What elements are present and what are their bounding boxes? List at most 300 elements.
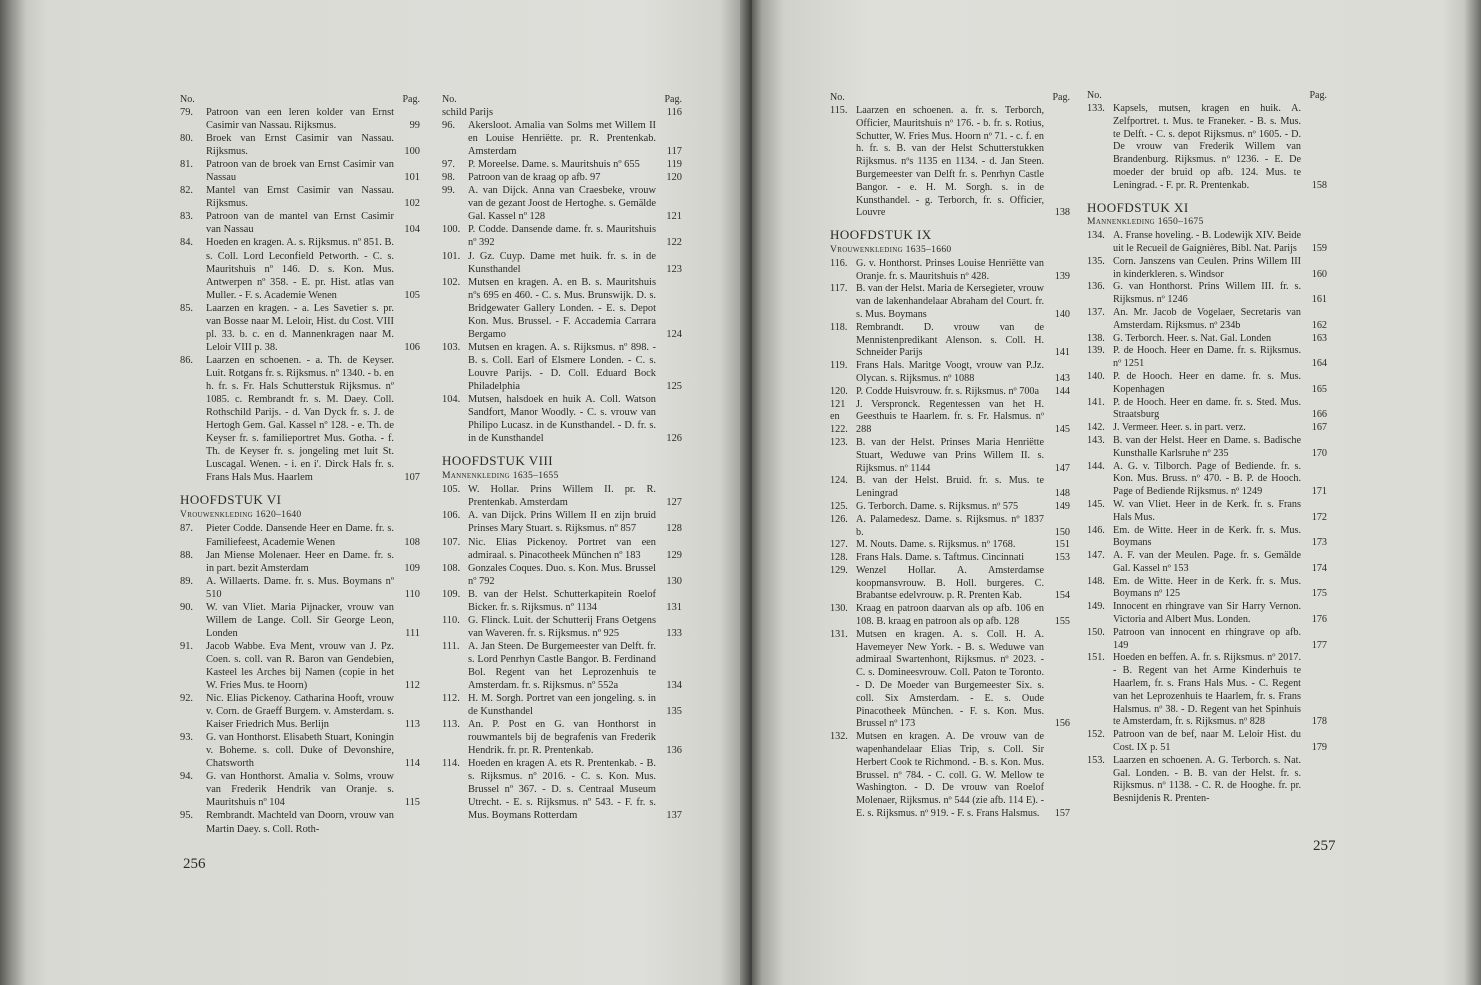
entry-text: Patroon van de bef, naar M. Leloir Hist. du Cost. IX p. 51	[1113, 729, 1301, 754]
entry-text: Patroon van de kraag op afb. 97	[468, 172, 601, 184]
no-label: No.	[1087, 90, 1102, 101]
chapter-subheading: Vrouwenkleding 1635–1660	[830, 243, 952, 255]
entry-number: 149.	[1087, 601, 1105, 613]
index-entry	[830, 258, 1070, 284]
entry-number: 114.	[442, 758, 460, 770]
entry-text: B. van der Helst. Maria de Kersegieter, vrouw van de lakenhandelaar Abraham del Court. fr. s. Mus. Boymans	[856, 283, 1044, 320]
entry-number: 148.	[1087, 575, 1105, 587]
page-number: 256	[183, 856, 206, 872]
entry-text: G. van Honthorst. Amalia v. Solms, vrouw van Frederik Hendrik van Oranje. s. Mauritshuis nº 104	[206, 771, 394, 809]
index-entry	[180, 809, 420, 835]
index-entry	[180, 522, 420, 548]
entry-text: Mutsen en kragen. A. s. Rijksmus. nº 898. - B. s. Coll. Earl of Elsmere Londen. - C. s. Louvre Parijs. - D. Coll. Eduard Bock Philadelphia	[468, 341, 656, 392]
entry-text: B. van der Helst. Schutterkapitein Roelof Bicker. fr. s. Rijksmus. nº 1134	[468, 588, 656, 613]
index-entry	[830, 731, 1070, 821]
entry-text: Frans Hals. Maritge Voogt, vrouw van P.Jz. Olycan. s. Rijksmus. nº 1088	[856, 360, 1044, 384]
index-entry	[1087, 333, 1327, 346]
entry-page: 128	[666, 523, 682, 535]
entry-page: 129	[666, 549, 682, 561]
entry-text: Hoeden en kragen A. ets R. Prentenkab. - B. s. Rijksmus. nº 2016. - C. s. Kon. Mus. Brussel nº 367. - D. s. Centraal Museum Utrecht. - E. s. Rijksmus. nº 543. - F. fr. s. Mus. Boymans Rotterdam	[468, 758, 656, 822]
page-number: 257	[1313, 838, 1336, 854]
index-entry	[442, 106, 682, 119]
entry-number: 110.	[442, 614, 460, 626]
entry-number: 143.	[1087, 434, 1105, 446]
entry-page: 175	[1311, 588, 1327, 600]
entry-page: 102	[404, 198, 420, 210]
entry-text: Gonzales Coques. Duo. s. Kon. Mus. Brussel nº 792	[468, 562, 656, 587]
entry-page: 177	[1311, 639, 1327, 651]
entry-number: 82.	[180, 185, 193, 197]
entry-number: 144.	[1087, 460, 1105, 472]
entry-number: 103.	[442, 341, 461, 353]
chapter-heading: HOOFDSTUK IX	[830, 227, 932, 243]
entry-text: J. Gz. Cuyp. Dame met huik. fr. s. in de Kunsthandel	[468, 250, 656, 275]
entry-page: 107	[404, 472, 420, 484]
entry-page: 121	[666, 211, 682, 223]
entry-number: 87.	[180, 523, 193, 535]
entry-number: 140.	[1087, 370, 1105, 382]
entry-text: P. de Hooch. Heer en dame. fr. s. Sted. Mus. Straatsburg	[1113, 396, 1301, 421]
entry-page: 104	[404, 224, 420, 236]
entry-number: 123.	[830, 436, 848, 448]
entry-page: 154	[1054, 590, 1070, 602]
index-entry	[180, 601, 420, 640]
entry-text: Mutsen en kragen. A. s. Coll. H. A. Havemeyer New York. - B. s. Weduwe van admiraal Swartenhont, Rijksmus. nº 2023. - C. s. Domineesvrouw. Coll. Paton te Toronto. - D. De Moeder van Burgemeester Six. s. coll. Six Amsterdam. - E. s. Oude Pinacotheek München. - F. s. Kon. Mus. Brussel nº 173	[856, 628, 1044, 730]
entry-page: 114	[404, 758, 420, 770]
entry-text: P. Codde. Dansende dame. fr. s. Mauritshuis nº 392	[468, 224, 656, 249]
entry-text: Rembrandt. D. vrouw van de Mennistenpredikant Alenson. s. Coll. H. Schneider Parijs	[856, 321, 1044, 359]
entry-text: Em. de Witte. Heer in de Kerk. fr. s. Mus. Boymans	[1113, 524, 1301, 549]
entry-number: 113.	[442, 719, 460, 731]
entry-number: 98.	[442, 172, 455, 184]
entry-text: G. Terborch. Heer. s. Nat. Gal. Londen	[1113, 332, 1272, 344]
entry-text: Patroon van de broek van Ernst Casimir van Nassau	[206, 159, 394, 184]
chapter-subheading: Mannenkleding 1650–1675	[1087, 216, 1204, 228]
entry-text: Kapsels, mutsen, kragen en huik. A. Zelfportret. t. Mus. te Franeker. - B. s. Mus. te Delft. - C. s. depot Rijksmus. nº 1605. - D. De vrouw van Frederik Willem van Brandenburg. Rijksmus. nº 1236. - E. De moeder der bruid op afb. 124. Mus. te Leningrad. - F. pr. R. Prentenkab.	[1113, 103, 1301, 191]
entry-text: Jacob Wabbe. Eva Ment, vrouw van J. Pz. Coen. s. coll. van R. Baron van Gendebien, Kasteel les Arches bij Namen (copie in het W. Fries Mus. te Hoorn)	[206, 640, 394, 692]
entry-text: B. van der Helst. Bruid. fr. s. Mus. te Leningrad	[856, 475, 1044, 500]
index-entry	[180, 549, 420, 575]
index-entry	[830, 386, 1070, 399]
index-entry	[442, 718, 682, 757]
entry-page: 108	[404, 536, 420, 548]
entry-number: 141.	[1087, 396, 1105, 408]
entry-text: schild Parijs	[442, 107, 494, 118]
index-entry	[1087, 550, 1327, 576]
index-entry	[442, 483, 682, 509]
entry-page: 174	[1311, 562, 1327, 574]
entry-number: 88.	[180, 549, 193, 561]
index-entry	[1087, 371, 1327, 397]
entry-number: 119.	[830, 360, 848, 372]
entry-page: 170	[1311, 447, 1327, 459]
entry-page: 111	[405, 627, 420, 639]
index-entry	[442, 692, 682, 718]
entry-page: 136	[666, 745, 682, 757]
pag-label: Pag.	[664, 94, 682, 105]
right-column-2	[1087, 90, 1327, 806]
entry-text: Rembrandt. Machteld van Doorn, vrouw van Martin Daey. s. Coll. Roth-	[206, 810, 394, 835]
entry-number: 137.	[1087, 306, 1105, 318]
index-entry	[1087, 755, 1327, 806]
index-entry	[442, 509, 682, 535]
entry-page: 119	[666, 159, 682, 171]
entry-text: Patroon van innocent en rhingrave op afb. 149	[1113, 626, 1301, 651]
no-label: No.	[830, 92, 845, 103]
index-entry	[830, 552, 1070, 565]
index-entry	[830, 360, 1070, 386]
entry-page: 153	[1054, 552, 1070, 564]
entry-number: 105.	[442, 484, 461, 496]
entry-page: 162	[1311, 319, 1327, 331]
entry-number: 102.	[442, 276, 461, 288]
entry-number: 128.	[830, 552, 848, 564]
entry-text: Pieter Codde. Dansende Heer en Dame. fr. s. Familiefeest, Academie Wenen	[206, 523, 394, 548]
entry-page: 109	[404, 562, 420, 574]
index-entry	[1087, 397, 1327, 423]
entry-number: 108.	[442, 562, 461, 574]
entry-text: Patroon van een leren kolder van Ernst Casimir van Nassau. Rijksmus.	[206, 107, 394, 132]
index-entry	[1087, 627, 1327, 653]
entry-page: 173	[1311, 537, 1327, 549]
entry-text: Corn. Janszens van Ceulen. Prins Willem III in kinderkleren. s. Windsor	[1113, 255, 1301, 280]
entry-page: 144	[1054, 385, 1070, 397]
entry-number: 135.	[1087, 255, 1105, 267]
entry-text: An. P. Post en G. van Honthorst in rouwmantels bij de begrafenis van Frederik Hendrik. fr. pr. R. Prentenkab.	[468, 719, 656, 757]
entry-page: 141	[1054, 347, 1070, 359]
entry-text: An. Mr. Jacob de Vogelaer, Secretaris van Amsterdam. Rijksmus. nº 234b	[1113, 306, 1301, 331]
entry-number: 120.	[830, 385, 848, 397]
entry-text: Mutsen en kragen. A. De vrouw van de wapenhandelaar Elias Trip, s. Coll. Sir Herbert Cook te Richmond. - B. s. Kon. Mus. Brussel. nº 784. - C. coll. G. W. Mellow te Washington. - D. De vrouw van Roelof Molenaer, Rijksmus. nº 544 (zie afb. 114 E). - E. s. Rijksmus. nº 919. - F. s. Frans Halsmus.	[856, 731, 1044, 820]
entry-page: 100	[404, 146, 420, 158]
entry-text: Nic. Elias Pickenoy. Catharina Hooft, vrouw v. Corn. de Graeff Burgem. v. Amsterdam. s. Kaiser Friedrich Mus. Berlijn	[206, 693, 394, 731]
entry-page: 150	[1054, 526, 1070, 538]
entry-number: 97.	[442, 159, 455, 171]
entry-text: P. de Hooch. Heer en Dame. fr. s. Rijksmus. nº 1251	[1113, 345, 1301, 370]
entry-page: 113	[404, 719, 420, 731]
index-entry	[830, 514, 1070, 540]
entry-text: Innocent en rhingrave van Sir Harry Vernon. Victoria and Albert Mus. Londen.	[1113, 601, 1301, 626]
index-entry	[442, 640, 682, 692]
entry-page: 165	[1311, 383, 1327, 395]
index-entry	[180, 770, 420, 809]
entry-number: 79.	[180, 107, 193, 118]
entry-text: A. van Dijck. Prins Willem II en zijn bruid Prinses Mary Stuart. s. Rijksmus. nº 857	[468, 510, 656, 535]
entry-text: A. Jan Steen. De Burgemeester van Delft. fr. s. Lord Penrhyn Castle Bangor. B. Ferdinand Bol. Regent van het Leprozenhuis te Amsterdam. fr. s. Rijksmus. nº 552a	[468, 640, 656, 692]
left-column-1	[180, 93, 420, 836]
chapter-subheading: Vrouwenkleding 1620–1640	[180, 509, 302, 521]
entry-page: 179	[1311, 742, 1327, 754]
entry-page: 134	[666, 680, 682, 692]
entry-page: 178	[1311, 716, 1327, 728]
index-entry	[442, 393, 682, 445]
entry-text: Laarzen en kragen. - a. Les Savetier s. pr. van Bosse naar M. Leloir, Hist. du Cost. VIII pl. 33. b. c. en d. Mannenkragen naar M. Leloir VIII p. 38.	[206, 302, 394, 353]
index-entry	[180, 210, 420, 236]
entry-page: 120	[666, 172, 682, 184]
index-entry	[1087, 499, 1327, 525]
entry-page: 137	[666, 810, 682, 822]
entry-text: A. Palamedesz. Dame. s. Rijksmus. nº 1837 b.	[856, 513, 1044, 538]
entry-number: 112.	[442, 693, 460, 705]
chapter-heading: HOOFDSTUK VIII	[442, 453, 554, 469]
entry-page: 112	[404, 680, 420, 692]
index-entry	[180, 354, 420, 484]
index-entry	[1087, 601, 1327, 627]
index-entry	[830, 565, 1070, 603]
entry-number: 81.	[180, 159, 193, 171]
entry-page: 99	[409, 120, 420, 132]
chapter-subheading: Mannenkleding 1635–1655	[442, 470, 559, 482]
index-entry	[1087, 256, 1327, 282]
entry-text: A. van Dijck. Anna van Craesbeke, vrouw van de gezant Joost de Hertoghe. s. Gemälde Gal. Kassel nº 128	[468, 185, 656, 223]
entry-number: 146.	[1087, 524, 1105, 536]
entry-number: 80.	[180, 133, 193, 145]
entry-number: 109.	[442, 588, 461, 600]
entry-page: 161	[1311, 294, 1327, 306]
entry-text: Laarzen en schoenen. A. G. Terborch. s. Nat. Gal. Londen. - B. B. van der Helst. fr. s. Rijksmus. nº 1138. - C. R. de Hooghe. fr. pr. Besnijdenis R. Prenten-	[1113, 754, 1301, 805]
entry-text: A. G. v. Tilborch. Page of Bediende. fr. s. Kon. Mus. Bruss. nº 470. - B. P. de Hooch. Page of Bediende Rijksmus. nº 1249	[1113, 460, 1301, 498]
index-entry	[830, 501, 1070, 514]
index-entry	[180, 132, 420, 158]
index-entry	[1087, 307, 1327, 333]
entry-page: 110	[404, 588, 420, 600]
entry-page: 122	[666, 237, 682, 249]
right-page	[752, 0, 1481, 985]
index-entry	[830, 603, 1070, 629]
entry-text: G. Flinck. Luit. der Schutterij Frans Oetgens van Waveren. fr. s. Rijksmus. nº 925	[468, 614, 656, 639]
index-entry	[830, 283, 1070, 321]
index-entry	[442, 276, 682, 341]
entry-number: 117.	[830, 283, 848, 295]
entry-number: 121 en 122.	[830, 398, 848, 436]
entry-number: 95.	[180, 810, 193, 822]
entry-number: 150.	[1087, 626, 1105, 638]
index-entry	[1087, 281, 1327, 307]
entry-page: 131	[666, 601, 682, 613]
index-entry	[442, 119, 682, 158]
entry-text: G. v. Honthorst. Prinses Louise Henriëtte van Oranje. fr. s. Mauritshuis nº 428.	[856, 257, 1044, 282]
entry-text: G. van Honthorst. Elisabeth Stuart, Koningin v. Boheme. s. coll. Duke of Devonshire, Chatsworth	[206, 732, 394, 770]
entry-page: 147	[1054, 462, 1070, 474]
entry-page: 133	[666, 627, 682, 639]
entry-text: Broek van Ernst Casimir van Nassau. Rijksmus.	[206, 133, 394, 158]
index-entry	[830, 322, 1070, 360]
index-entry	[1087, 230, 1327, 256]
entry-text: Hoeden en kragen. A. s. Rijksmus. nº 851. B. s. Coll. Lord Leconfield Petworth. - C. s. Mauritshuis nº 146. D. s. Kon. Mus. Antwerpen nº 358. - E. pr. Hist. atlas van Muller. - F. s. Academie Wenen	[206, 237, 394, 301]
entry-number: 126.	[830, 513, 848, 525]
index-entry	[1087, 461, 1327, 499]
column-header	[442, 93, 682, 106]
pag-label: Pag.	[1052, 92, 1070, 103]
entry-text: J. Vermeer. Heer. s. in part. verz.	[1113, 422, 1246, 434]
entry-text: B. van der Helst. Heer en Dame. s. Badische Kunsthalle Karlsruhe nº 235	[1113, 434, 1301, 459]
entry-page: 116	[666, 107, 682, 118]
entry-text: W. van Vliet. Heer in de Kerk. fr. s. Frans Hals Mus.	[1113, 498, 1301, 523]
entry-number: 145.	[1087, 498, 1105, 510]
entry-number: 125.	[830, 500, 848, 512]
entry-number: 124.	[830, 475, 848, 487]
index-entry	[442, 588, 682, 614]
index-entry	[442, 158, 682, 171]
pag-label: Pag.	[1309, 90, 1327, 101]
index-entry	[1087, 345, 1327, 371]
entry-text: M. Nouts. Dame. s. Rijksmus. nº 1768.	[856, 539, 1016, 551]
entry-text: Wenzel Hollar. A. Amsterdamse koopmansvrouw. B. Holl. burgeres. C. Brabantse edelvrouw. p. R. Prenten Kab.	[856, 564, 1044, 602]
entry-number: 136.	[1087, 281, 1105, 293]
index-entry	[442, 757, 682, 822]
entry-page: 101	[404, 172, 420, 184]
index-entry	[180, 236, 420, 301]
entry-number: 86.	[180, 354, 193, 366]
entry-number: 116.	[830, 257, 848, 269]
entry-page: 149	[1054, 500, 1070, 512]
entry-page: 105	[404, 289, 420, 301]
entry-text: G. Terborch. Dame. s. Rijksmus. nº 575	[856, 500, 1019, 512]
entry-number: 106.	[442, 510, 461, 522]
no-label: No.	[180, 94, 195, 105]
index-entry	[830, 437, 1070, 475]
index-entry	[830, 475, 1070, 501]
entry-page: 115	[404, 797, 420, 809]
entry-text: Jan Miense Molenaer. Heer en Dame. fr. s. in part. bezit Amsterdam	[206, 549, 394, 574]
index-entry	[830, 399, 1070, 437]
entry-page: 130	[666, 575, 682, 587]
entry-number: 111.	[442, 640, 460, 652]
entry-number: 104.	[442, 394, 461, 406]
entry-page: 176	[1311, 614, 1327, 626]
entry-page: 160	[1311, 268, 1327, 280]
entry-number: 90.	[180, 601, 193, 613]
index-entry	[442, 223, 682, 249]
entry-text: A. Franse hoveling. - B. Lodewijk XIV. Beide uit le Recueil de Gaignières, Bibl. Nat. Parijs	[1113, 230, 1301, 254]
entry-text: Laarzen en schoenen. - a. Th. de Keyser. Luit. Rotgans fr. s. Rijksmus. nº 1340. - b. en h. fr. s. Fr. Hals Schutterstuk Rijksmus. nº 1085. c. Rembrandt fr. s. M. Daey. Coll. Rothschild Parijs. - d. Van Dyck fr. s. J. de Hertogh Gem. Gal. Kassel nº 128. - e. Th. de Keyser fr. s. familieportret Mus. Gotha. - f. Th. de Keyser fr. s. jongeling met luit St. Luscagal. Wenen. - i. en i'. Dirck Hals fr. s. Frans Hals Mus. Haarlem	[206, 354, 394, 484]
column-header	[1087, 90, 1327, 103]
entry-number: 147.	[1087, 550, 1105, 562]
entry-number: 96.	[442, 120, 455, 132]
entry-page: 126	[666, 433, 682, 445]
entry-page: 167	[1311, 422, 1327, 434]
entry-text: Nic. Elias Pickenoy. Portret van een admiraal. s. Pinacotheek München nº 183	[468, 536, 656, 561]
entry-number: 94.	[180, 771, 193, 783]
index-entry	[442, 341, 682, 393]
entry-page: 166	[1311, 409, 1327, 421]
entry-number: 99.	[442, 185, 455, 197]
column-header	[830, 92, 1070, 105]
entry-page: 164	[1311, 358, 1327, 370]
index-entry	[830, 539, 1070, 552]
entry-text: W. van Vliet. Maria Pijnacker, vrouw van Willem de Lange. Coll. Sir George Leon, Londen	[206, 601, 394, 639]
entry-text: Akersloot. Amalia van Solms met Willem II en Louise Henriëtte. pr. R. Prentenkab. Amsterdam	[468, 120, 656, 158]
no-label: No.	[442, 94, 457, 105]
entry-text: Hoeden en beffen. A. fr. s. Rijksmus. nº 2017. - B. Regent van het Arme Kinderhuis te Haarlem, fr. s. Frans Hals Mus. - C. Regent van het Leprozenhuis te Haarlem, fr. s. Frans Halsmus. nº 38. - D. Regent van het Spinhuis te Amsterdam, fr. s. Rijksmus. nº 828	[1113, 652, 1301, 728]
index-entry	[830, 105, 1070, 220]
entry-text: A. Willaerts. Dame. fr. s. Mus. Boymans nº 510	[206, 575, 394, 600]
entry-number: 115.	[830, 105, 848, 116]
entry-text: B. van der Helst. Prinses Maria Henriëtte Stuart, Weduwe van Prins Willem II. s. Rijksmus. nº 1144	[856, 436, 1044, 474]
entry-text: Kraag en patroon daarvan als op afb. 106 en 108. B. kraag en patroon als op afb. 128	[856, 603, 1044, 628]
entry-page: 172	[1311, 511, 1327, 523]
entry-page: 123	[666, 263, 682, 275]
entry-page: 151	[1054, 539, 1070, 551]
entry-text: A. F. van der Meulen. Page. fr. s. Gemälde Gal. Kassel nº 153	[1113, 550, 1301, 574]
index-entry	[1087, 103, 1327, 193]
index-entry	[442, 536, 682, 562]
entry-text: G. van Honthorst. Prins Willem III. fr. s. Rijksmus. nº 1246	[1113, 281, 1301, 306]
entry-page: 145	[1054, 424, 1070, 436]
index-entry	[442, 171, 682, 184]
entry-number: 130.	[830, 603, 848, 615]
entry-page: 139	[1054, 270, 1070, 282]
entry-page: 125	[666, 380, 682, 392]
entry-number: 93.	[180, 732, 193, 744]
entry-page: 157	[1054, 808, 1070, 820]
entry-number: 151.	[1087, 652, 1105, 664]
entry-page: 106	[404, 341, 420, 353]
entry-text: J. Verspronck. Regentessen van het H. Geesthuis te Haarlem. fr. s. Fr. Halsmus. nº 288	[856, 398, 1044, 436]
index-entry	[442, 250, 682, 276]
entry-number: 153.	[1087, 754, 1105, 766]
entry-number: 142.	[1087, 422, 1105, 434]
entry-text: P. Moreelse. Dame. s. Mauritshuis nº 655	[468, 159, 640, 171]
entry-number: 91.	[180, 640, 193, 652]
entry-text: H. M. Sorgh. Portret van een jongeling. s. in de Kunsthandel	[468, 693, 656, 718]
entry-text: Mantel van Ernst Casimir van Nassau. Rijksmus.	[206, 185, 394, 210]
entry-page: 163	[1311, 332, 1327, 344]
left-column-2	[442, 93, 682, 823]
entry-page: 158	[1311, 179, 1327, 191]
index-entry	[180, 184, 420, 210]
index-entry	[442, 562, 682, 588]
entry-page: 171	[1311, 486, 1327, 498]
index-entry	[830, 629, 1070, 731]
entry-number: 85.	[180, 302, 193, 314]
index-entry	[1087, 422, 1327, 435]
entry-page: 135	[666, 706, 682, 718]
entry-number: 129.	[830, 564, 848, 576]
entry-text: Patroon van de mantel van Ernst Casimir van Nassau	[206, 211, 394, 236]
index-entry	[180, 640, 420, 692]
entry-number: 89.	[180, 575, 193, 587]
entry-page: 117	[666, 146, 682, 158]
index-entry	[442, 614, 682, 640]
entry-number: 118.	[830, 321, 848, 333]
entry-page: 127	[666, 497, 682, 509]
index-entry	[1087, 652, 1327, 729]
index-entry	[180, 692, 420, 731]
index-entry	[1087, 435, 1327, 461]
entry-number: 92.	[180, 693, 193, 705]
index-entry	[180, 731, 420, 770]
entry-text: Frans Hals. Dame. s. Taftmus. Cincinnati	[856, 552, 1025, 564]
entry-page: 143	[1054, 372, 1070, 384]
entry-text: Mutsen en kragen. A. en B. s. Mauritshuis nºs 695 en 460. - C. s. Mus. Brunswijk. D. s. Bridgewater Gallery Londen. - E. s. Depot Kon. Mus. Brussel. - F. Accademia Carrara Bergamo	[468, 276, 656, 340]
index-entry	[180, 575, 420, 601]
pag-label: Pag.	[402, 94, 420, 105]
entry-number: 138.	[1087, 332, 1105, 344]
entry-text: Em. de Witte. Heer in de Kerk. fr. s. Mus. Boymans nº 125	[1113, 575, 1301, 600]
entry-number: 134.	[1087, 230, 1105, 242]
entry-number: 132.	[830, 731, 848, 743]
entry-page: 140	[1054, 308, 1070, 320]
entry-text: Laarzen en schoenen. a. fr. s. Terborch, Officier, Mauritshuis nº 176. - b. fr. s. Rotius, Schutter, W. Fries Mus. Hoorn nº 71. - c. f. en h. fr. s. B. van der Helst Schutterstukken Rijksmus. nºs 1135 en 1134. - d. Jan Steen. Burgemeester van Delft fr. s. Penrhyn Castle Bangor. - e. H. M. Sorgh. s. in de Kunsthandel. - g. Terborch, fr. s. Officier, Louvre	[856, 105, 1044, 219]
entry-number: 152.	[1087, 729, 1105, 741]
entry-number: 139.	[1087, 345, 1105, 357]
index-entry	[180, 106, 420, 132]
index-entry	[442, 184, 682, 223]
entry-number: 107.	[442, 536, 461, 548]
entry-text: P. de Hooch. Heer en dame. fr. s. Mus. Kopenhagen	[1113, 370, 1301, 395]
index-entry	[1087, 729, 1327, 755]
